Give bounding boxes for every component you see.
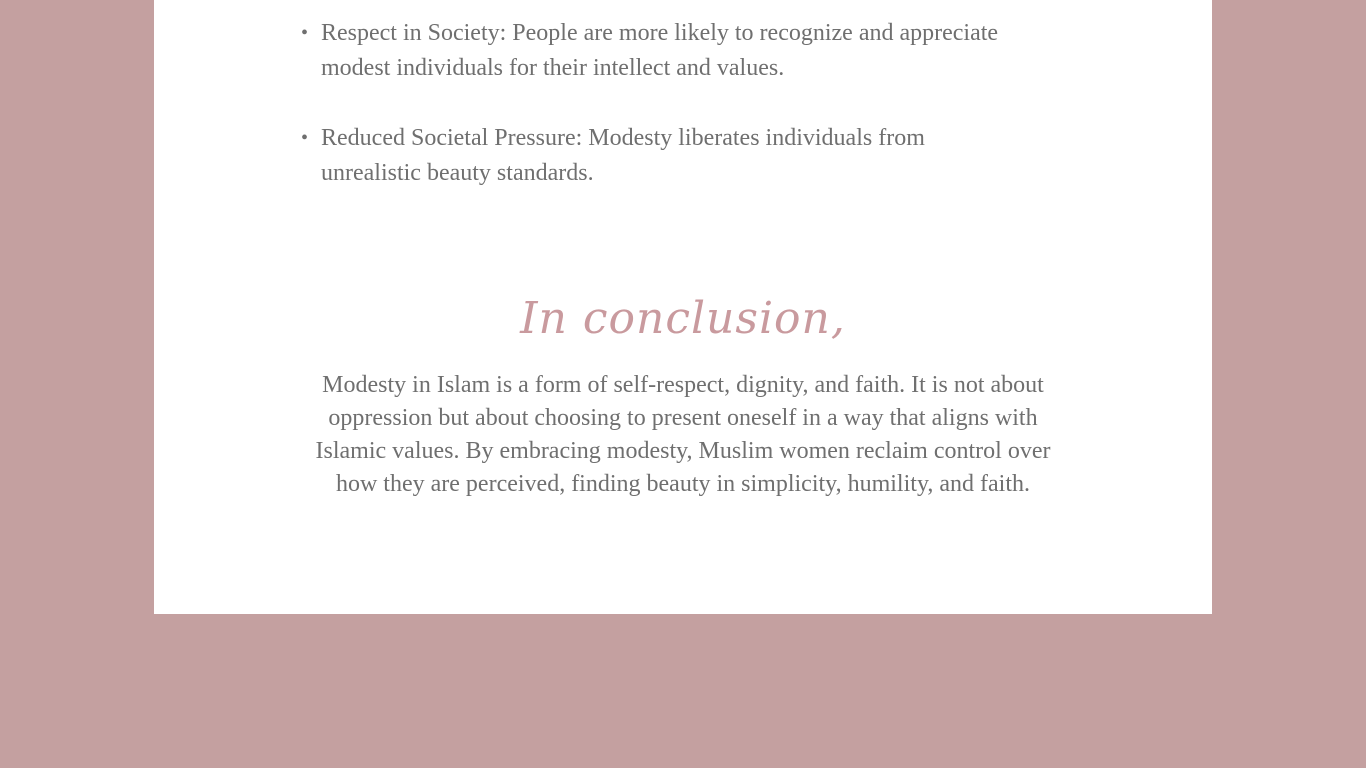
list-item xyxy=(301,121,1001,191)
benefit-text: Reduced Societal Pressure: Modesty liberates individuals from unrealistic beauty standards. xyxy=(321,125,925,186)
list-item xyxy=(301,16,1001,86)
bullet-icon: • xyxy=(301,22,309,44)
conclusion-paragraph: Modesty in Islam is a form of self-respect, dignity, and faith. It is not about oppression but about choosing to present oneself in a way that aligns with Islamic values. By embracing modesty, Muslim women reclaim control over how they are perceived, finding beauty in simplicity, humility, and faith. xyxy=(315,372,1051,497)
conclusion-heading: In conclusion, xyxy=(520,293,846,344)
article-card xyxy=(154,0,1212,614)
benefits-list xyxy=(301,16,1001,226)
bullet-icon: • xyxy=(301,127,309,149)
benefit-text: Respect in Society: People are more likely to recognize and appreciate modest individuals for their intellect and values. xyxy=(321,20,999,81)
